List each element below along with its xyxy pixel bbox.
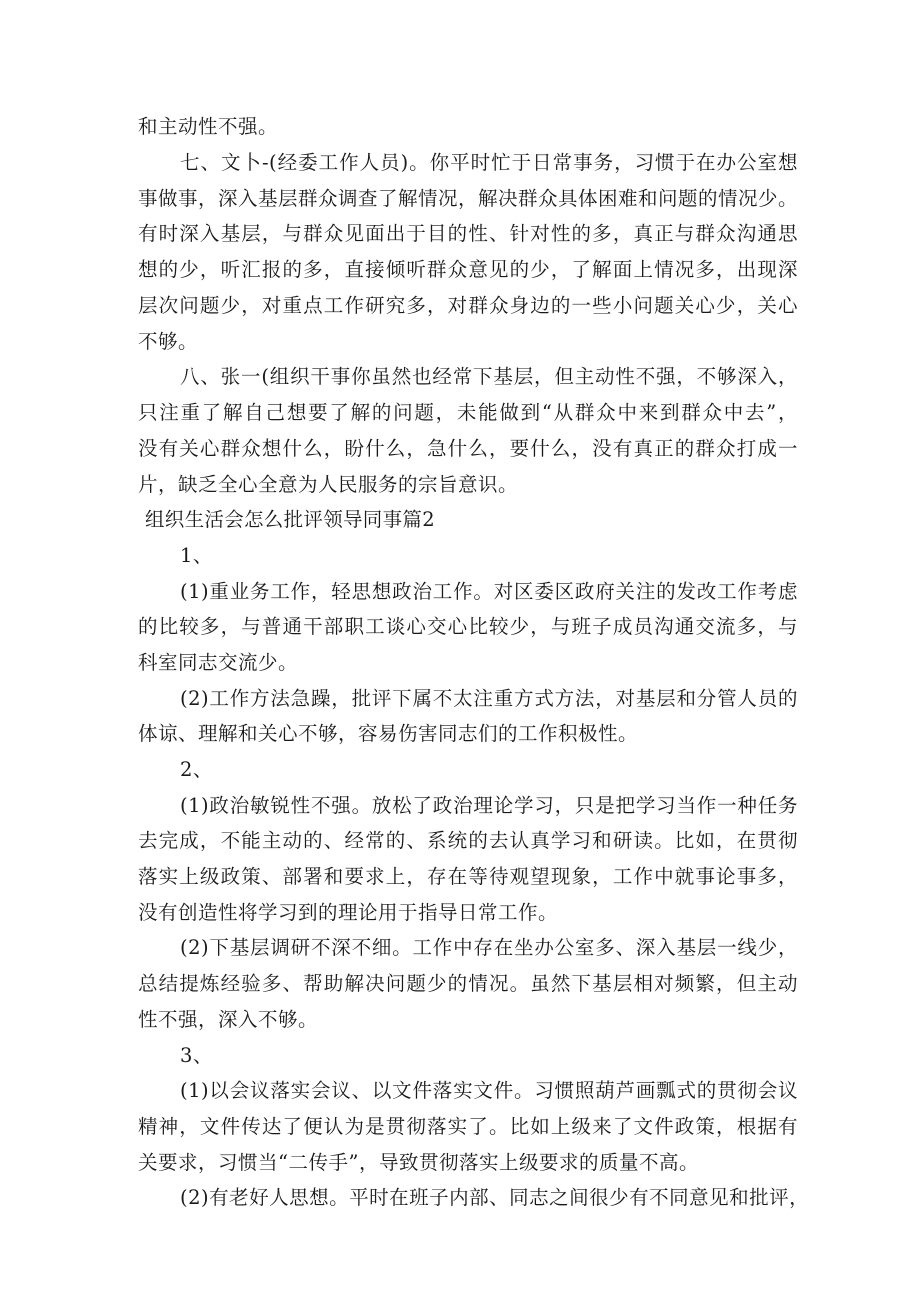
paragraph-line: (2)下基层调研不深不细。工作中存在坐办公室多、深入基层一线少， xyxy=(180,936,798,959)
paragraph-line: 想的少，听汇报的多，直接倾听群众意见的少，了解面上情况多，出现深 xyxy=(138,258,798,281)
paragraph-line: (2)工作方法急躁，批评下属不太注重方式方法，对基层和分管人员的 xyxy=(180,687,798,710)
paragraph-line: (1)以会议落实会议、以文件落实文件。习惯照葫芦画瓢式的贯彻会议 xyxy=(180,1079,798,1102)
paragraph-line: (2)有老好人思想。平时在班子内部、同志之间很少有不同意见和批评， xyxy=(180,1186,810,1209)
paragraph-line: 有时深入基层，与群众见面出于目的性、针对性的多，真正与群众沟通思 xyxy=(138,222,798,245)
paragraph-line: 精神，文件传达了便认为是贯彻落实了。比如上级来了文件政策，根据有 xyxy=(138,1115,798,1138)
paragraph-line: 不够。 xyxy=(138,330,199,353)
paragraph-line: 去完成，不能主动的、经常的、系统的去认真学习和研读。比如，在贯彻 xyxy=(138,829,798,852)
paragraph-line: 落实上级政策、部署和要求上，存在等待观望现象，工作中就事论事多， xyxy=(138,865,798,888)
item-number: 2、 xyxy=(180,758,213,781)
paragraph-line: 片，缺乏全心全意为人民服务的宗旨意识。 xyxy=(138,473,519,496)
text-line: 和主动性不强。 xyxy=(138,115,279,138)
paragraph-line: (1)重业务工作，轻思想政治工作。对区委区政府关注的发改工作考虑 xyxy=(180,580,798,603)
paragraph-line: 只注重了解自己想要了解的问题，未能做到“从群众中来到群众中去”， xyxy=(138,401,798,424)
paragraph-line: 体谅、理解和关心不够，容易伤害同志们的工作积极性。 xyxy=(138,722,639,745)
paragraph-line: 没有关心群众想什么，盼什么，急什么，要什么，没有真正的群众打成一 xyxy=(138,437,798,460)
section-heading: 组织生活会怎么批评领导同事篇2 xyxy=(145,508,435,531)
paragraph-line: 总结提炼经验多、帮助解决问题少的情况。虽然下基层相对频繁，但主动 xyxy=(138,972,798,995)
paragraph-line: (1)政治敏锐性不强。放松了政治理论学习，只是把学习当作一种任务 xyxy=(180,794,798,817)
paragraph-line: 性不强，深入不够。 xyxy=(138,1008,319,1031)
item-number: 1、 xyxy=(180,544,213,567)
paragraph-line: 的比较多，与普通干部职工谈心交心比较少，与班子成员沟通交流多，与 xyxy=(138,615,798,638)
paragraph-line: 七、文卜-(经委工作人员)。你平时忙于日常事务，习惯于在办公室想 xyxy=(180,151,798,174)
paragraph-line: 关要求，习惯当“二传手”，导致贯彻落实上级要求的质量不高。 xyxy=(138,1151,699,1174)
paragraph-line: 科室同志交流少。 xyxy=(138,651,299,674)
paragraph-line: 没有创造性将学习到的理论用于指导日常工作。 xyxy=(138,901,559,924)
paragraph-line: 层次问题少，对重点工作研究多，对群众身边的一些小问题关心少，关心 xyxy=(138,294,798,317)
paragraph-line: 八、张一(组织干事你虽然也经常下基层，但主动性不强，不够深入， xyxy=(180,365,798,388)
paragraph-line: 事做事，深入基层群众调查了解情况，解决群众具体困难和问题的情况少。 xyxy=(138,187,799,210)
item-number: 3、 xyxy=(180,1044,213,1067)
